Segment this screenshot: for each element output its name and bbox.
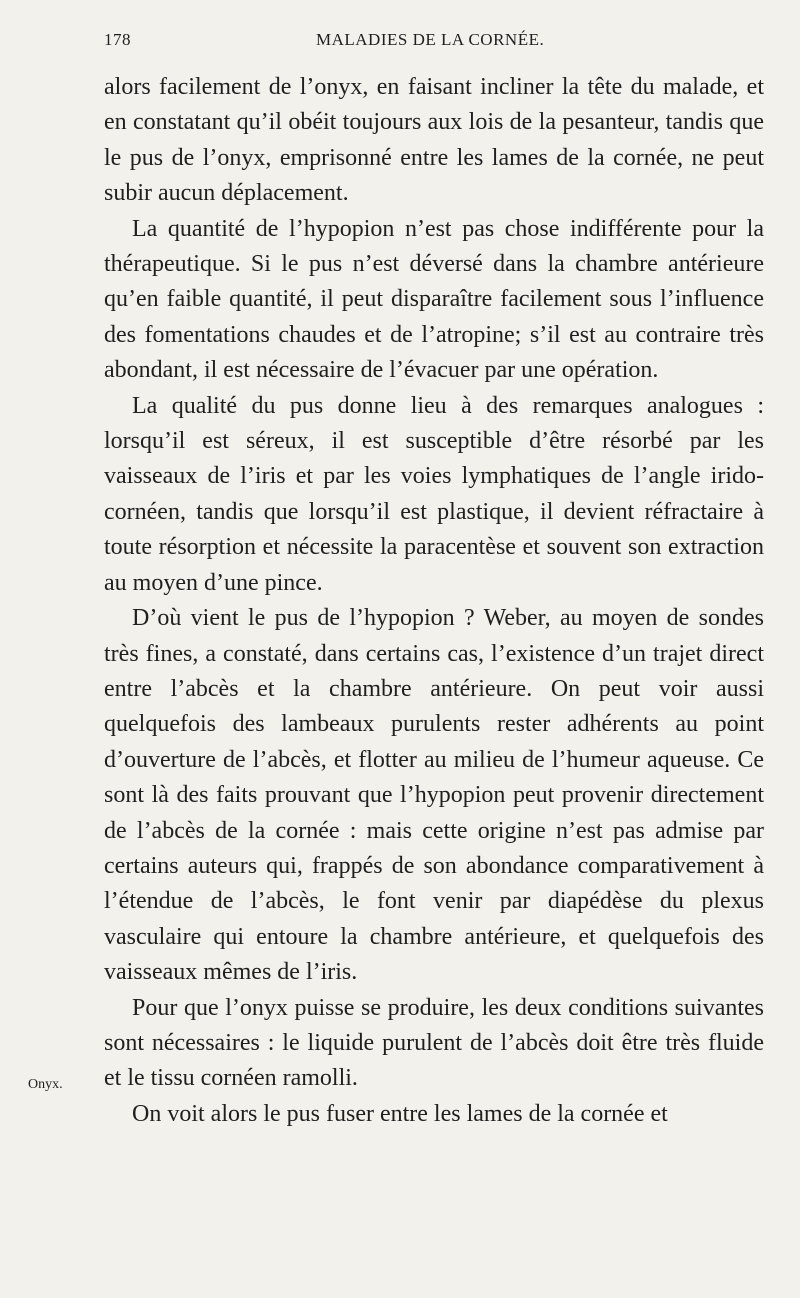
body-text: [104, 70, 764, 1132]
paragraph-continuation: alors facilement de l’onyx, en faisant incliner la tête du malade, et en constatant qu’il obéit toujours aux lois de la pesanteur, tandis que le pus de l’onyx, emprisonné entre les lames de la cornée, ne peut subir aucun déplacement.: [104, 74, 764, 207]
paragraph-onyx-fuser: On voit alors le pus fuser entre les lames de la cornée et: [132, 1100, 668, 1127]
page-header: [104, 28, 764, 56]
paragraph-origin: D’où vient le pus de l’hypopion ? Weber, au moyen de sondes très fines, a constaté, dans certains cas, l’existence d’un trajet direct entre l’abcès et la chambre antérieure. On peut voir aussi quelquefois des lambeaux purulents rester adhérents au point d’ouverture de l’abcès, et flotter au milieu de l’humeur aqueuse. Ce sont là des faits prouvant que l’hypopion peut provenir directement de l’abcès de la cornée : mais cette origine n’est pas admise par certains auteurs qui, frappés de son abondance comparativement à l’étendue de l’abcès, le font venir par diapédèse du plexus vasculaire qui entoure la chambre antérieure, et quelquefois des vaisseaux mêmes de l’iris.: [104, 605, 764, 986]
paragraph-onyx-conditions: Pour que l’onyx puisse se produire, les deux conditions suivantes sont nécessaires : le liquide purulent de l’abcès doit être très fluide et le tissu cornéen ramolli.: [104, 994, 764, 1092]
margin-note-onyx: Onyx.: [28, 1077, 63, 1092]
paragraph-quantity: La quantité de l’hypopion n’est pas chose indifférente pour la thérapeutique. Si le pus n’est déversé dans la chambre antérieure qu’en faible quantité, il peut disparaître facilement sous l’influence des fomentations chaudes et de l’atropine; s’il est au contraire très abondant, il est nécessaire de l’évacuer par une opération.: [104, 215, 764, 384]
page-number: 178: [104, 30, 131, 49]
paragraph-quality: La qualité du pus donne lieu à des remarques analogues : lorsqu’il est séreux, il est susceptible d’être résorbé par les vaisseaux de l’iris et par les voies lymphatiques de l’angle irido-cornéen, tandis que lorsqu’il est plastique, il devient réfractaire à toute résorption et nécessite la paracentèse et souvent son extraction au moyen d’une pince.: [104, 392, 764, 596]
running-head: MALADIES DE LA CORNÉE.: [316, 30, 545, 49]
